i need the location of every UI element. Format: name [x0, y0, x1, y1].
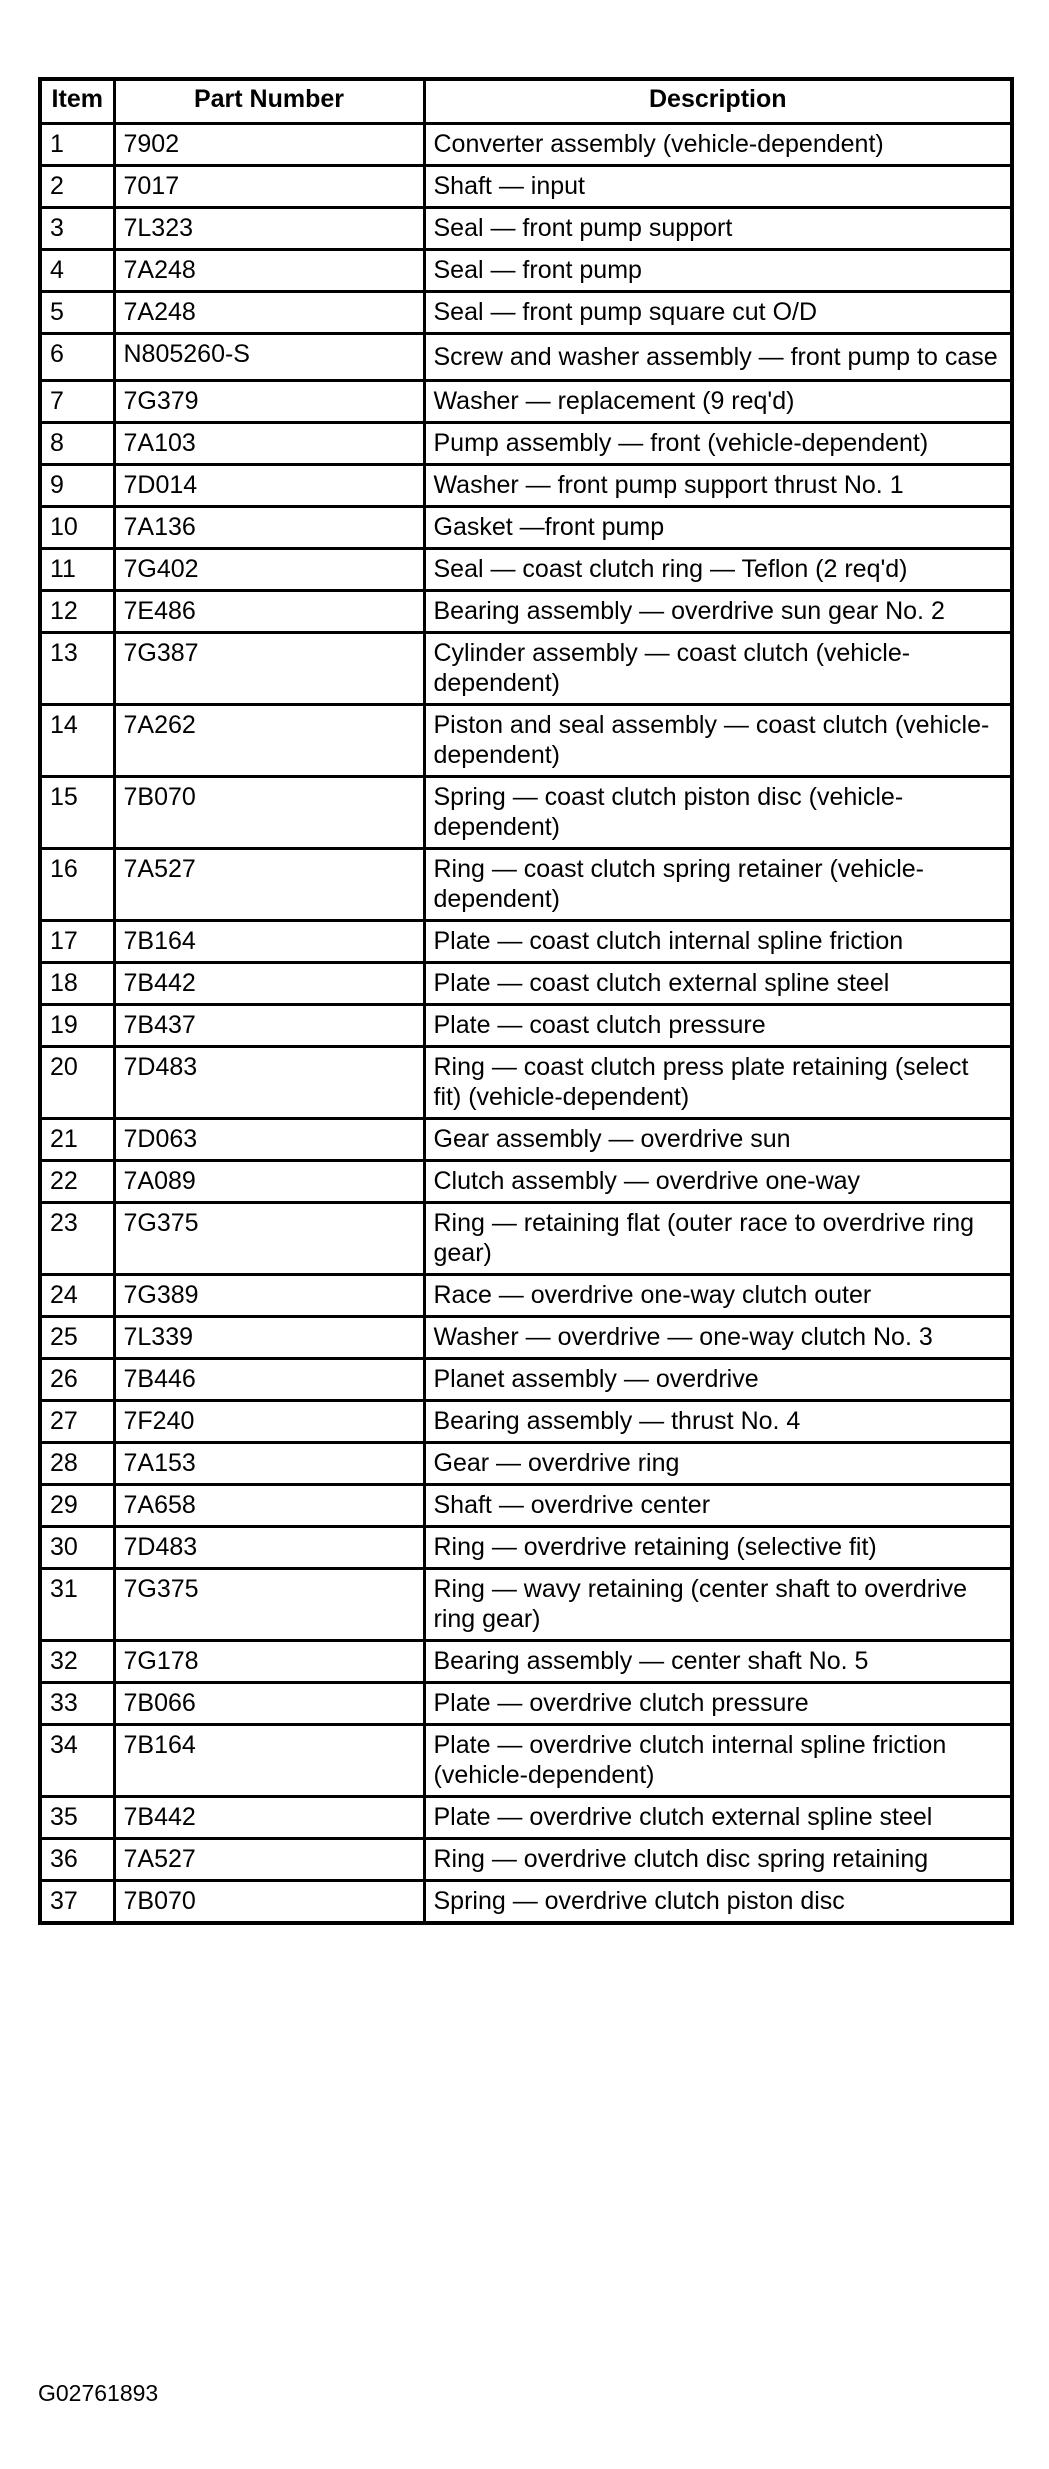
cell-part-number: 7017	[114, 166, 424, 208]
cell-item: 23	[40, 1203, 114, 1275]
table-row	[40, 921, 1012, 963]
table-row	[40, 1359, 1012, 1401]
cell-description: Seal — front pump	[424, 250, 1012, 292]
cell-description: Planet assembly — overdrive	[424, 1359, 1012, 1401]
table-row	[40, 633, 1012, 705]
table-row	[40, 1203, 1012, 1275]
table-row	[40, 1569, 1012, 1641]
cell-part-number: 7A136	[114, 507, 424, 549]
cell-item: 16	[40, 849, 114, 921]
cell-description: Ring — overdrive retaining (selective fit)	[424, 1527, 1012, 1569]
cell-part-number: 7A103	[114, 423, 424, 465]
table-row	[40, 1725, 1012, 1797]
cell-item: 22	[40, 1161, 114, 1203]
table-row	[40, 208, 1012, 250]
table-row	[40, 1683, 1012, 1725]
cell-description: Clutch assembly — overdrive one-way	[424, 1161, 1012, 1203]
parts-table	[38, 77, 1014, 1925]
cell-item: 10	[40, 507, 114, 549]
cell-description: Cylinder assembly — coast clutch (vehicle-dependent)	[424, 633, 1012, 705]
table-header-row	[40, 79, 1012, 124]
cell-description: Plate — coast clutch external spline steel	[424, 963, 1012, 1005]
cell-part-number: 7B442	[114, 963, 424, 1005]
table-row	[40, 465, 1012, 507]
cell-part-number: 7A248	[114, 250, 424, 292]
cell-part-number: 7B164	[114, 921, 424, 963]
cell-item: 14	[40, 705, 114, 777]
cell-item: 19	[40, 1005, 114, 1047]
cell-item: 36	[40, 1839, 114, 1881]
cell-part-number: 7D483	[114, 1527, 424, 1569]
cell-item: 30	[40, 1527, 114, 1569]
cell-item: 9	[40, 465, 114, 507]
cell-description: Seal — front pump support	[424, 208, 1012, 250]
cell-part-number: 7A248	[114, 292, 424, 334]
cell-description: Shaft — overdrive center	[424, 1485, 1012, 1527]
cell-description: Bearing assembly — thrust No. 4	[424, 1401, 1012, 1443]
cell-part-number: 7D014	[114, 465, 424, 507]
header-description: Description	[424, 79, 1012, 124]
cell-item: 2	[40, 166, 114, 208]
table-row	[40, 1881, 1012, 1924]
cell-item: 37	[40, 1881, 114, 1924]
cell-part-number: 7G375	[114, 1203, 424, 1275]
table-row	[40, 166, 1012, 208]
cell-description: Plate — overdrive clutch internal spline friction (vehicle-dependent)	[424, 1725, 1012, 1797]
table-row	[40, 292, 1012, 334]
cell-description: Washer — overdrive — one-way clutch No. 3	[424, 1317, 1012, 1359]
cell-item: 34	[40, 1725, 114, 1797]
cell-item: 5	[40, 292, 114, 334]
cell-part-number: 7B164	[114, 1725, 424, 1797]
table-row	[40, 507, 1012, 549]
table-row	[40, 705, 1012, 777]
cell-description: Ring — coast clutch spring retainer (vehicle-dependent)	[424, 849, 1012, 921]
cell-description: Ring — overdrive clutch disc spring retaining	[424, 1839, 1012, 1881]
table-row	[40, 1797, 1012, 1839]
cell-description: Spring — coast clutch piston disc (vehicle-dependent)	[424, 777, 1012, 849]
table-row	[40, 849, 1012, 921]
cell-item: 15	[40, 777, 114, 849]
parts-table-container	[38, 77, 1010, 1925]
header-item: Item	[40, 79, 114, 124]
cell-part-number: 7A262	[114, 705, 424, 777]
cell-item: 28	[40, 1443, 114, 1485]
table-row	[40, 1443, 1012, 1485]
table-row	[40, 1119, 1012, 1161]
cell-part-number: 7D063	[114, 1119, 424, 1161]
cell-part-number: 7E486	[114, 591, 424, 633]
table-row	[40, 1527, 1012, 1569]
cell-description: Seal — front pump square cut O/D	[424, 292, 1012, 334]
table-row	[40, 1005, 1012, 1047]
cell-part-number: 7L339	[114, 1317, 424, 1359]
cell-part-number: 7B070	[114, 1881, 424, 1924]
parts-table-body	[40, 124, 1012, 1924]
cell-description: Plate — coast clutch pressure	[424, 1005, 1012, 1047]
cell-description: Plate — coast clutch internal spline friction	[424, 921, 1012, 963]
cell-part-number: 7B066	[114, 1683, 424, 1725]
cell-part-number: 7A527	[114, 1839, 424, 1881]
cell-part-number: N805260-S	[114, 334, 424, 381]
cell-item: 3	[40, 208, 114, 250]
cell-part-number: 7A527	[114, 849, 424, 921]
cell-part-number: 7B437	[114, 1005, 424, 1047]
cell-description: Converter assembly (vehicle-dependent)	[424, 124, 1012, 166]
cell-description: Bearing assembly — center shaft No. 5	[424, 1641, 1012, 1683]
cell-part-number: 7G379	[114, 381, 424, 423]
table-row	[40, 381, 1012, 423]
cell-item: 12	[40, 591, 114, 633]
table-row	[40, 1047, 1012, 1119]
table-row	[40, 963, 1012, 1005]
cell-item: 17	[40, 921, 114, 963]
cell-part-number: 7D483	[114, 1047, 424, 1119]
cell-item: 35	[40, 1797, 114, 1839]
cell-description: Pump assembly — front (vehicle-dependent)	[424, 423, 1012, 465]
cell-item: 6	[40, 334, 114, 381]
cell-description: Gear — overdrive ring	[424, 1443, 1012, 1485]
figure-id: G02761893	[38, 2380, 159, 2406]
table-row	[40, 1317, 1012, 1359]
cell-description: Spring — overdrive clutch piston disc	[424, 1881, 1012, 1924]
cell-item: 4	[40, 250, 114, 292]
cell-part-number: 7F240	[114, 1401, 424, 1443]
cell-item: 8	[40, 423, 114, 465]
cell-part-number: 7B446	[114, 1359, 424, 1401]
table-row	[40, 591, 1012, 633]
table-row	[40, 1641, 1012, 1683]
header-part-number: Part Number	[114, 79, 424, 124]
cell-description: Bearing assembly — overdrive sun gear No. 2	[424, 591, 1012, 633]
cell-item: 25	[40, 1317, 114, 1359]
cell-description: Piston and seal assembly — coast clutch (vehicle-dependent)	[424, 705, 1012, 777]
cell-item: 33	[40, 1683, 114, 1725]
table-row	[40, 777, 1012, 849]
cell-description: Plate — overdrive clutch pressure	[424, 1683, 1012, 1725]
table-row	[40, 334, 1012, 381]
cell-item: 26	[40, 1359, 114, 1401]
cell-part-number: 7G375	[114, 1569, 424, 1641]
cell-item: 18	[40, 963, 114, 1005]
cell-description: Ring — wavy retaining (center shaft to overdrive ring gear)	[424, 1569, 1012, 1641]
cell-description: Gear assembly — overdrive sun	[424, 1119, 1012, 1161]
cell-part-number: 7B442	[114, 1797, 424, 1839]
cell-part-number: 7902	[114, 124, 424, 166]
cell-item: 29	[40, 1485, 114, 1527]
cell-description: Screw and washer assembly — front pump to case	[424, 334, 1012, 381]
cell-item: 13	[40, 633, 114, 705]
cell-item: 21	[40, 1119, 114, 1161]
cell-item: 31	[40, 1569, 114, 1641]
cell-item: 24	[40, 1275, 114, 1317]
cell-description: Gasket —front pump	[424, 507, 1012, 549]
cell-part-number: 7L323	[114, 208, 424, 250]
cell-item: 27	[40, 1401, 114, 1443]
cell-item: 11	[40, 549, 114, 591]
table-row	[40, 1401, 1012, 1443]
table-row	[40, 1161, 1012, 1203]
cell-item: 7	[40, 381, 114, 423]
cell-description: Washer — replacement (9 req'd)	[424, 381, 1012, 423]
cell-description: Seal — coast clutch ring — Teflon (2 req'd)	[424, 549, 1012, 591]
table-row	[40, 423, 1012, 465]
cell-description: Race — overdrive one-way clutch outer	[424, 1275, 1012, 1317]
cell-description: Ring — coast clutch press plate retaining (select fit) (vehicle-dependent)	[424, 1047, 1012, 1119]
cell-part-number: 7G387	[114, 633, 424, 705]
cell-item: 32	[40, 1641, 114, 1683]
cell-part-number: 7G402	[114, 549, 424, 591]
table-row	[40, 250, 1012, 292]
cell-description: Shaft — input	[424, 166, 1012, 208]
cell-part-number: 7A658	[114, 1485, 424, 1527]
cell-part-number: 7B070	[114, 777, 424, 849]
cell-item: 1	[40, 124, 114, 166]
cell-part-number: 7A089	[114, 1161, 424, 1203]
table-row	[40, 1485, 1012, 1527]
cell-part-number: 7G389	[114, 1275, 424, 1317]
cell-description: Washer — front pump support thrust No. 1	[424, 465, 1012, 507]
cell-description: Ring — retaining flat (outer race to overdrive ring gear)	[424, 1203, 1012, 1275]
cell-description: Plate — overdrive clutch external spline steel	[424, 1797, 1012, 1839]
cell-part-number: 7A153	[114, 1443, 424, 1485]
table-row	[40, 549, 1012, 591]
table-row	[40, 1275, 1012, 1317]
table-row	[40, 1839, 1012, 1881]
cell-part-number: 7G178	[114, 1641, 424, 1683]
table-row	[40, 124, 1012, 166]
cell-item: 20	[40, 1047, 114, 1119]
